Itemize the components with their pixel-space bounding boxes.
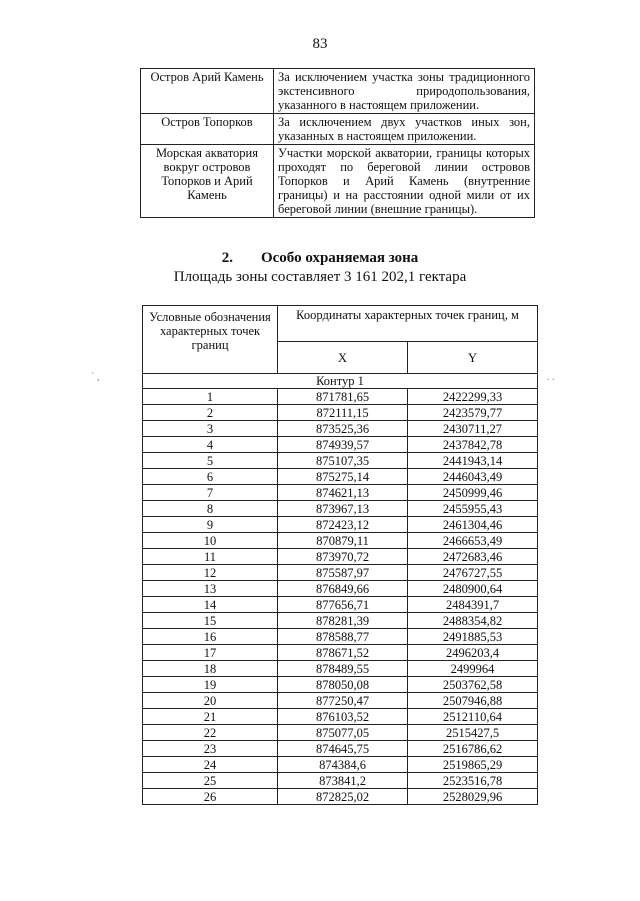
coord-x: 877656,71: [278, 597, 408, 613]
scan-mark: ` ,: [91, 372, 100, 383]
coord-x: 874645,75: [278, 741, 408, 757]
point-number: 11: [143, 549, 278, 565]
table-row: [143, 661, 538, 677]
point-number: 12: [143, 565, 278, 581]
table-row: [143, 389, 538, 405]
point-number: 4: [143, 437, 278, 453]
coord-y: 2422299,33: [408, 389, 538, 405]
point-number: 15: [143, 613, 278, 629]
coord-y: 2515427,5: [408, 725, 538, 741]
point-number: 16: [143, 629, 278, 645]
coord-y: 2480900,64: [408, 581, 538, 597]
header-y: Y: [408, 342, 538, 374]
coord-x: 873525,36: [278, 421, 408, 437]
page-number: 83: [312, 36, 328, 52]
table-row: [143, 565, 538, 581]
coord-x: 878671,52: [278, 645, 408, 661]
coord-y: 2519865,29: [408, 757, 538, 773]
point-number: 8: [143, 501, 278, 517]
section-subtitle: Площадь зоны составляет 3 161 202,1 гектара: [173, 269, 467, 285]
point-number: 7: [143, 485, 278, 501]
table-row: [143, 437, 538, 453]
coord-y: 2446043,49: [408, 469, 538, 485]
point-number: 18: [143, 661, 278, 677]
table-row: [143, 501, 538, 517]
coord-x: 876103,52: [278, 709, 408, 725]
point-number: 5: [143, 453, 278, 469]
coord-y: 2455955,43: [408, 501, 538, 517]
coord-y: 2499964: [408, 661, 538, 677]
point-number: 10: [143, 533, 278, 549]
coord-x: 878489,55: [278, 661, 408, 677]
coord-y: 2461304,46: [408, 517, 538, 533]
table-row: [143, 741, 538, 757]
coord-y: 2528029,96: [408, 789, 538, 805]
table-row: [143, 597, 538, 613]
table-row: [141, 114, 535, 145]
coord-y: 2491885,53: [408, 629, 538, 645]
coord-x: 870879,11: [278, 533, 408, 549]
point-number: 3: [143, 421, 278, 437]
coord-y: 2516786,62: [408, 741, 538, 757]
section-number: 2.: [221, 250, 233, 266]
zone-name: Морская акватория вокруг островов Топорков и Арий Камень: [141, 145, 274, 218]
header-row: [143, 306, 538, 342]
coord-x: 877250,47: [278, 693, 408, 709]
zone-name: Остров Топорков: [141, 114, 274, 145]
coord-y: 2488354,82: [408, 613, 538, 629]
zone-description: За исключением двух участков иных зон, указанных в настоящем приложении.: [274, 114, 535, 145]
zone-description: Участки морской акватории, границы которых проходят по береговой линии островов Топорков и Арий Камень (внутренние границы) и на расстоянии одной мили от их береговой линии (внешние границы).: [274, 145, 535, 218]
coord-x: 875275,14: [278, 469, 408, 485]
contour-row: [143, 374, 538, 389]
point-number: 26: [143, 789, 278, 805]
coord-y: 2472683,46: [408, 549, 538, 565]
table-row: [143, 709, 538, 725]
point-number: 17: [143, 645, 278, 661]
coord-x: 874621,13: [278, 485, 408, 501]
point-number: 13: [143, 581, 278, 597]
coord-y: 2476727,55: [408, 565, 538, 581]
coord-y: 2503762,58: [408, 677, 538, 693]
zones-table: [140, 68, 535, 218]
coord-y: 2512110,64: [408, 709, 538, 725]
point-number: 2: [143, 405, 278, 421]
table-row: [143, 453, 538, 469]
point-number: 25: [143, 773, 278, 789]
section-heading: [0, 250, 640, 267]
table-row: [143, 549, 538, 565]
table-row: [143, 645, 538, 661]
point-number: 1: [143, 389, 278, 405]
table-row: [143, 533, 538, 549]
table-row: [143, 517, 538, 533]
coord-x: 873841,2: [278, 773, 408, 789]
coord-y: 2484391,7: [408, 597, 538, 613]
coord-x: 878050,08: [278, 677, 408, 693]
coord-y: 2423579,77: [408, 405, 538, 421]
point-number: 22: [143, 725, 278, 741]
scan-mark: . .: [547, 372, 555, 383]
table-row: [143, 485, 538, 501]
coord-x: 874939,57: [278, 437, 408, 453]
table-row: [143, 677, 538, 693]
coord-x: 874384,6: [278, 757, 408, 773]
point-number: 9: [143, 517, 278, 533]
table-row: [141, 145, 535, 218]
coord-x: 878588,77: [278, 629, 408, 645]
header-points: Условные обозначения характерных точек границ: [143, 306, 278, 374]
point-number: 20: [143, 693, 278, 709]
coord-y: 2441943,14: [408, 453, 538, 469]
coord-x: 871781,65: [278, 389, 408, 405]
coord-x: 872111,15: [278, 405, 408, 421]
coord-x: 878281,39: [278, 613, 408, 629]
coord-x: 875587,97: [278, 565, 408, 581]
point-number: 6: [143, 469, 278, 485]
coord-y: 2496203,4: [408, 645, 538, 661]
coord-x: 876849,66: [278, 581, 408, 597]
table-row: [143, 581, 538, 597]
table-row: [143, 773, 538, 789]
table-row: [143, 757, 538, 773]
coord-y: 2466653,49: [408, 533, 538, 549]
coord-x: 875107,35: [278, 453, 408, 469]
table-row: [143, 629, 538, 645]
table-row: [143, 421, 538, 437]
coord-y: 2450999,46: [408, 485, 538, 501]
point-number: 24: [143, 757, 278, 773]
table-row: [143, 613, 538, 629]
table-row: [143, 725, 538, 741]
point-number: 19: [143, 677, 278, 693]
coord-x: 873970,72: [278, 549, 408, 565]
header-x: X: [278, 342, 408, 374]
table-row: [143, 693, 538, 709]
coord-x: 872423,12: [278, 517, 408, 533]
section-title: Особо охраняемая зона: [260, 250, 419, 266]
coord-y: 2523516,78: [408, 773, 538, 789]
point-number: 14: [143, 597, 278, 613]
coord-y: 2430711,27: [408, 421, 538, 437]
zone-description: За исключением участка зоны традиционного экстенсивного природопользования, указанного в настоящем приложении.: [274, 69, 535, 114]
point-number: 21: [143, 709, 278, 725]
coordinates-table: [142, 305, 538, 805]
point-number: 23: [143, 741, 278, 757]
coord-x: 875077,05: [278, 725, 408, 741]
zone-name: Остров Арий Камень: [141, 69, 274, 114]
contour-label: Контур 1: [143, 374, 538, 389]
coord-y: 2507946,88: [408, 693, 538, 709]
header-coordinates: Координаты характерных точек границ, м: [278, 306, 538, 342]
coord-x: 873967,13: [278, 501, 408, 517]
table-row: [143, 469, 538, 485]
table-row: [141, 69, 535, 114]
coord-x: 872825,02: [278, 789, 408, 805]
table-row: [143, 405, 538, 421]
coord-y: 2437842,78: [408, 437, 538, 453]
table-row: [143, 789, 538, 805]
